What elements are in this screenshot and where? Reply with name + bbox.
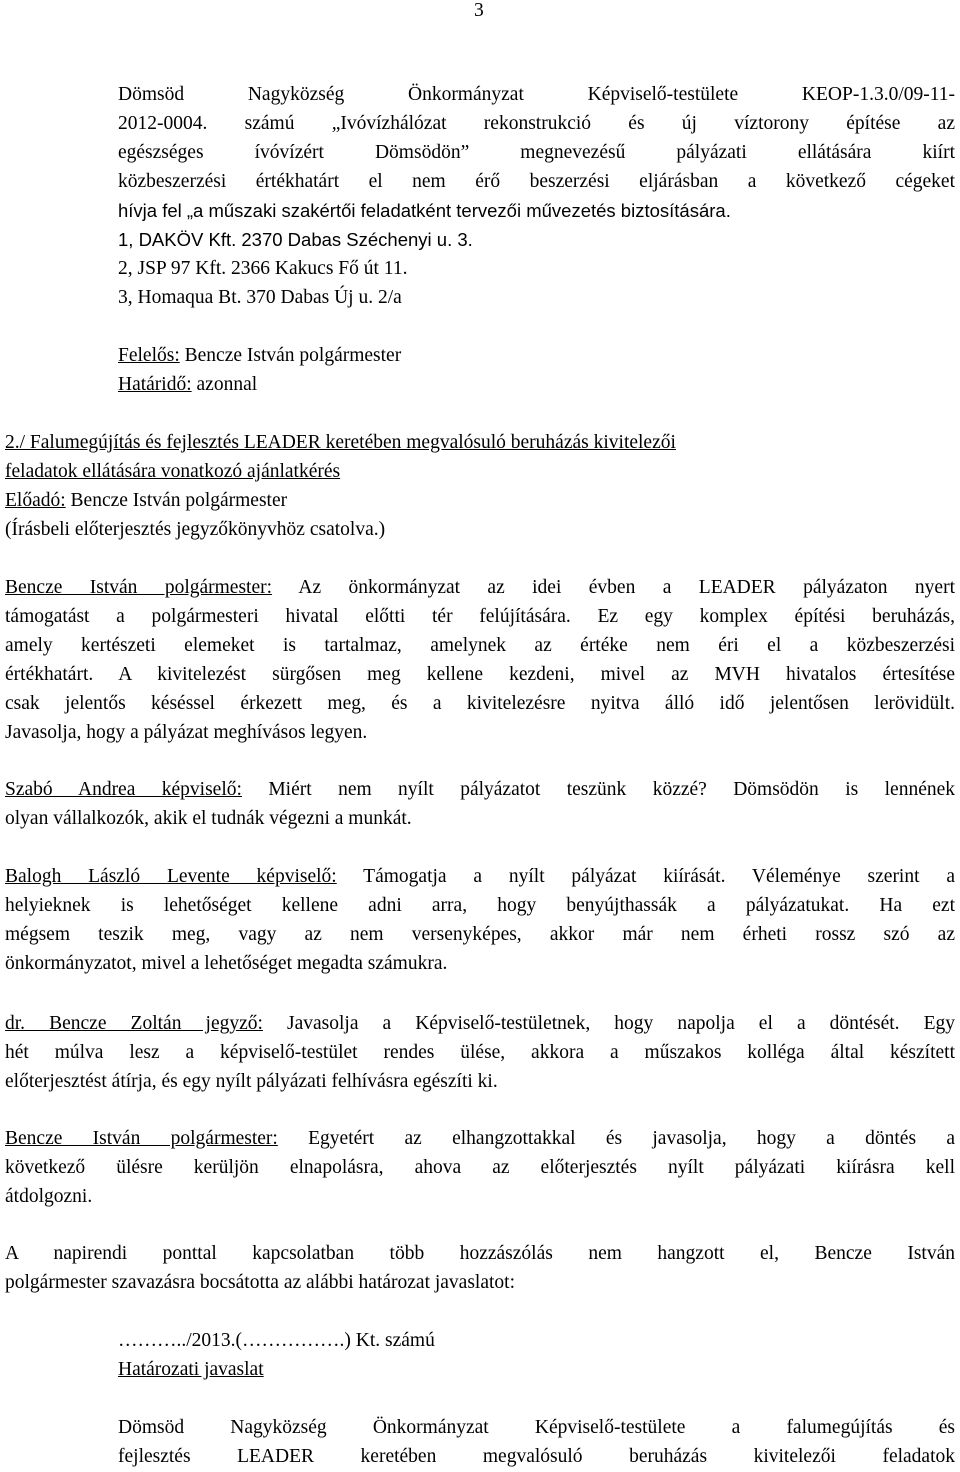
speaker-name: Balogh László Levente képviselő: [5, 866, 337, 887]
speaker-name: Szabó Andrea képviselő: [5, 779, 242, 800]
item-2-heading-cont: feladatok ellátására vonatkozó ajánlatkérés [5, 461, 341, 482]
company-2: 2, JSP 97 Kft. 2366 Kakucs Fő út 11. [118, 258, 408, 279]
resolution-title: Határozati javaslat [118, 1359, 264, 1380]
speech-notary: dr. Bencze Zoltán jegyző: Javasolja a Képviselő-testületnek, hogy napolja el a döntését. Egy hét múlva lesz a képviselő-testület rendes ülése, akkora a műszakos kolléga által készített előterjesztést átírja, és egy nyílt pályázati felhívásra egészíti ki. [5, 1013, 956, 1092]
intro-line: 2012-0004. számú „Ivóvízhálózat rekonstrukció és új víztorony építése az [118, 113, 955, 134]
vote-paragraph: A napirendi ponttal kapcsolatban több hozzászólás nem hangzott el, Bencze István polgármester szavazásra bocsátotta az alábbi határozat javaslatot: [5, 1243, 955, 1293]
presenter-label: Előadó: [5, 490, 66, 511]
responsible-label: Felelős: [118, 345, 180, 366]
speech-szabo: Szabó Andrea képviselő: Miért nem nyílt pályázatot teszünk közzé? Dömsödön is lennének olyan vállalkozók, akik el tudnák végezni a munkát. [5, 779, 956, 829]
intro-line: közbeszerzési értékhatárt el nem érő beszerzési eljárásban a következő cégeket [118, 171, 955, 192]
resolution-text: Dömsöd Nagyközség Önkormányzat Képviselő-testülete a falumegújítás és fejlesztés LEADER keretében megvalósuló beruházás kivitelezői feladatok [118, 1417, 955, 1467]
speech-balogh: Balogh László Levente képviselő: Támogatja a nyílt pályázat kiírását. Véleménye szerint a helyieknek is lehetőséget kellene adni arra, hogy benyújthassák a pályázatukat. Ha ezt mégsem teszik meg, vagy az nem versenyképes, akkor már nem érheti rossz szó az önkormányzatot, mivel a lehetőséget megadta számukra. [5, 866, 955, 974]
company-3: 3, Homaqua Bt. 370 Dabas Új u. 2/a [118, 287, 402, 308]
intro-last-line: hívja fel „a műszaki szakértői feladatként tervezői művezetés biztosítására. [118, 200, 731, 221]
company-1: 1, DAKÖV Kft. 2370 Dabas Széchenyi u. 3. [118, 229, 473, 250]
resolution-block [118, 1326, 955, 1384]
intro-paragraph [118, 80, 955, 312]
attachment-note: (Írásbeli előterjesztés jegyzőkönyvhöz csatolva.) [5, 519, 386, 540]
item-2-block [5, 428, 955, 544]
presenter-value: Bencze István polgármester [65, 490, 288, 511]
responsible-value: Bencze István polgármester [179, 345, 402, 366]
intro-line: egészséges ívóvízért Dömsödön” megnevezésű pályázati ellátására kiírt [118, 142, 955, 163]
speaker-name: dr. Bencze Zoltán jegyző: [5, 1013, 263, 1034]
intro-line: Dömsöd Nagyközség Önkormányzat Képviselő-testülete KEOP-1.3.0/09-11- [118, 84, 955, 105]
speech-mayor-1: Bencze István polgármester: Az önkormányzat az idei évben a LEADER pályázaton nyert támogatást a polgármesteri hivatal előtti tér felújítására. Ez egy komplex építési beruházás, amely kertészeti elemeket is tartalmaz, amelynek az értéke nem éri el a közbeszerzési értékhatárt. A kivitelezést sürgősen meg kellene kezdeni, mivel az MVH hivatalos értesítése csak jelentős késéssel érkezett meg, és a kivitelezésre nyitva álló idő jelentősen lerövidült. Javasolja, hogy a pályázat meghívásos legyen. [5, 577, 955, 743]
speaker-name: Bencze István polgármester: [5, 1128, 278, 1149]
item-2-heading: 2./ Falumegújítás és fejlesztés LEADER keretében megvalósuló beruházás kivitelezői [5, 432, 676, 453]
deadline-label: Határidő: [118, 374, 192, 395]
page-number: 3 [474, 0, 484, 21]
speech-mayor-2: Bencze István polgármester: Egyetért az elhangzottakkal és javasolja, hogy a döntés a következő ülésre kerüljön elnapolásra, ahova az előterjesztés nyílt pályázati kiírásra kell átdolgozni. [5, 1128, 955, 1207]
deadline-value: azonnal [191, 374, 258, 395]
resolution-number: ………../2013.(…………….) Kt. számú [118, 1330, 435, 1351]
speaker-name: Bencze István polgármester: [5, 577, 273, 598]
responsibility-block [118, 341, 955, 399]
